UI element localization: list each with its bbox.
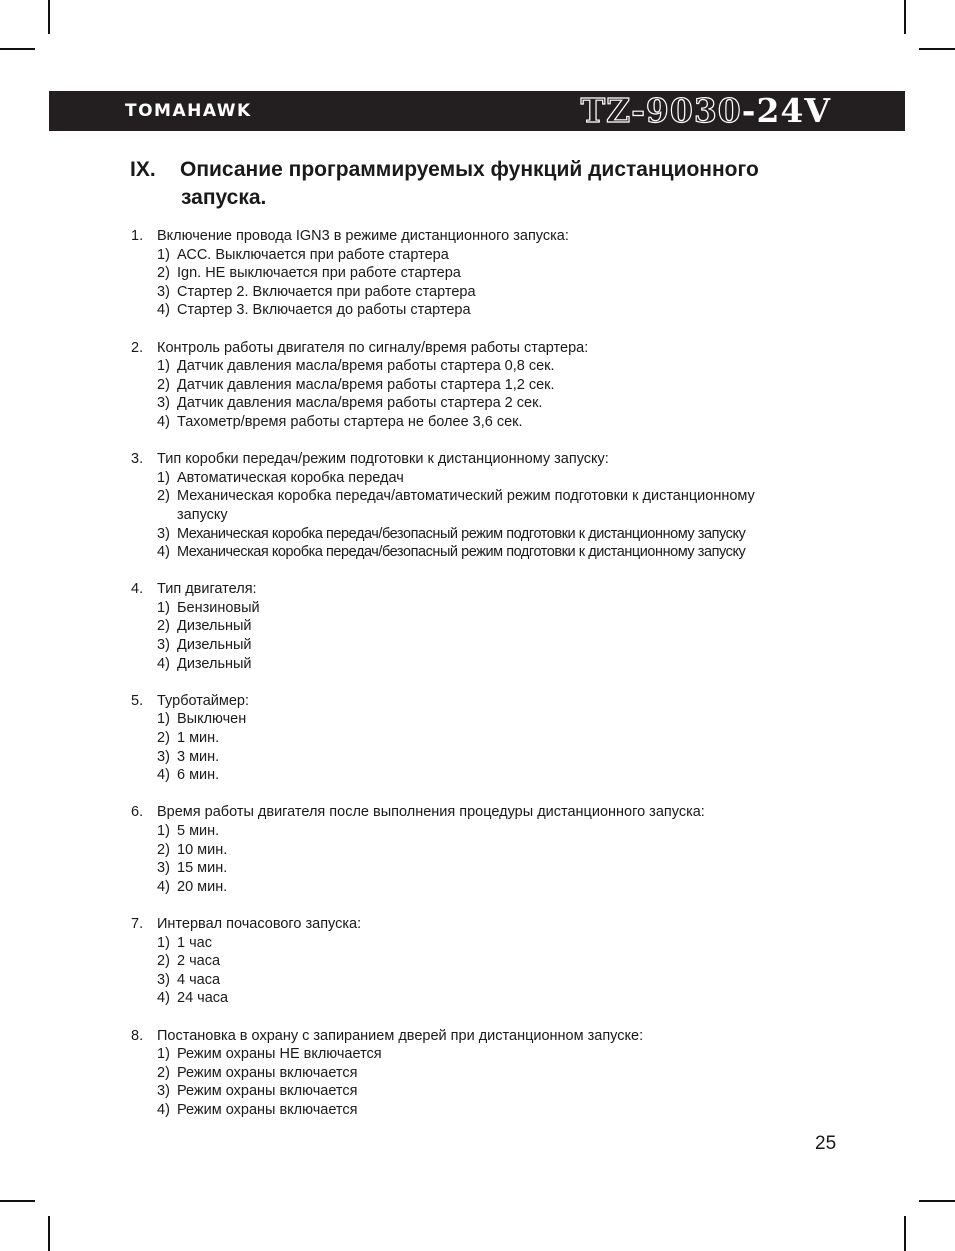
title-line-2: запуска. [181,186,267,209]
option-text: Дизельный [177,618,252,635]
option-text: Датчик давления масла/время работы стартера 2 сек. [177,395,543,412]
option-number: 4) [157,655,170,672]
option-number: 3) [157,637,170,654]
option-text: Режим охраны включается [177,1101,358,1118]
title-number: IX. [130,158,156,181]
option-number: 1) [157,246,170,263]
option-text: Датчик давления масла/время работы стартера 0,8 сек. [177,358,555,375]
section-heading: Включение провода IGN3 в режиме дистанционного запуска: [157,228,569,244]
option-text: Дизельный [177,637,252,654]
section-number: 6. [131,804,144,821]
option-number: 2) [157,841,170,858]
section-heading: Время работы двигателя после выполнения процедуры дистанционного запуска: [157,804,705,821]
option-text: 5 мин. [177,823,220,839]
model-suffix: -24V [741,91,831,130]
option-text: 24 часа [177,990,229,1007]
option-number: 1) [157,823,170,839]
option-number: 3) [157,283,170,300]
function-section [131,692,851,785]
function-section [131,450,851,562]
function-list [131,227,851,1138]
option-text: Механическая коробка передач/безопасный режим подготовки к дистанционному запуску [177,544,746,561]
option-number: 3) [157,860,170,877]
section-number: 1. [131,228,144,244]
option-number: 2) [157,265,170,282]
option-number: 4) [157,544,170,561]
function-section [131,1027,851,1120]
option-number: 3) [157,748,170,765]
option-number: 2) [157,376,170,393]
section-number: 8. [131,1027,144,1044]
option-text: 3 мин. [177,748,220,765]
option-text: Тахометр/время работы стартера не более 3,6 сек. [177,413,523,430]
crop-mark-top-right-h [919,48,955,50]
option-text: Стартер 2. Включается при работе стартера [177,283,476,300]
function-section [131,580,851,673]
option-text: Ign. НЕ выключается при работе стартера [177,265,461,282]
title-line-1: Описание программируемых функций дистанционного [180,158,759,181]
crop-mark-bottom-left-v [48,1216,50,1251]
section-number: 7. [131,915,144,932]
crop-mark-bottom-left-h [0,1200,35,1202]
option-number: 1) [157,358,170,375]
option-number: 4) [157,767,170,784]
function-section [131,803,851,896]
section-number: 5. [131,692,144,709]
option-text: 1 час [177,934,212,951]
brand-logo: TOMAHAWK [125,101,252,121]
section-heading: Постановка в охрану с запиранием дверей при дистанционном запуске: [157,1027,644,1044]
section-heading: Тип двигателя: [157,581,257,598]
option-text: Режим охраны НЕ включается [177,1046,382,1063]
option-text: 10 мин. [177,841,228,858]
crop-mark-bottom-right-h [919,1200,955,1202]
option-text: 1 мин. [177,730,220,747]
crop-mark-bottom-right-v [904,1216,906,1251]
section-heading: Тип коробки передач/режим подготовки к дистанционному запуску: [157,451,609,468]
option-text: Выключен [177,711,247,728]
option-text: Автоматическая коробка передач [177,469,404,486]
page-number: 25 [815,1133,837,1154]
option-text: Режим охраны включается [177,1083,358,1100]
option-number: 4) [157,878,170,895]
option-text: АСС. Выключается при работе стартера [177,246,449,263]
model-name [581,92,831,130]
section-number: 3. [131,451,144,468]
crop-mark-top-left-v [48,0,50,34]
section-heading: Интервал почасового запуска: [157,915,362,932]
crop-mark-top-left-h [0,48,35,50]
option-number: 1) [157,1046,170,1063]
option-text: 15 мин. [177,860,228,877]
option-text: 6 мин. [177,767,220,784]
option-number: 1) [157,469,170,486]
section-number: 2. [131,339,144,356]
option-text: 2 часа [177,953,221,970]
option-number: 4) [157,302,170,319]
option-number: 3) [157,1083,170,1100]
option-text: Стартер 3. Включается до работы стартера [177,302,471,319]
header-bar [49,91,905,131]
section-number: 4. [131,581,144,598]
option-number: 2) [157,618,170,635]
function-section [131,227,851,320]
option-text: Датчик давления масла/время работы стартера 1,2 сек. [177,376,555,393]
function-section [131,915,851,1008]
section-heading: Контроль работы двигателя по сигналу/время работы стартера: [157,339,589,356]
option-number: 3) [157,525,170,542]
option-text: Бензиновый [177,599,260,616]
model-outline: TZ-9030 [580,91,742,130]
function-section [131,339,851,432]
option-number: 4) [157,413,170,430]
option-number: 3) [157,971,170,988]
option-number: 1) [157,711,170,728]
option-number: 2) [157,953,170,970]
option-number: 3) [157,395,170,412]
option-number: 4) [157,990,170,1007]
option-text: Режим охраны включается [177,1064,358,1081]
option-number: 4) [157,1101,170,1118]
option-text: 4 часа [177,971,221,988]
option-number: 2) [157,488,170,505]
option-number: 1) [157,599,170,616]
option-number: 2) [157,1064,170,1081]
option-number: 2) [157,730,170,747]
option-text: Механическая коробка передач/автоматический режим подготовки к дистанционному запуску [177,488,755,523]
crop-mark-top-right-v [904,0,906,34]
page-title [130,156,850,212]
option-text: Механическая коробка передач/безопасный режим подготовки к дистанционному запуску [177,525,746,542]
option-text: 20 мин. [177,878,228,895]
option-text: Дизельный [177,655,252,672]
section-heading: Турботаймер: [157,692,250,709]
option-number: 1) [157,934,170,951]
